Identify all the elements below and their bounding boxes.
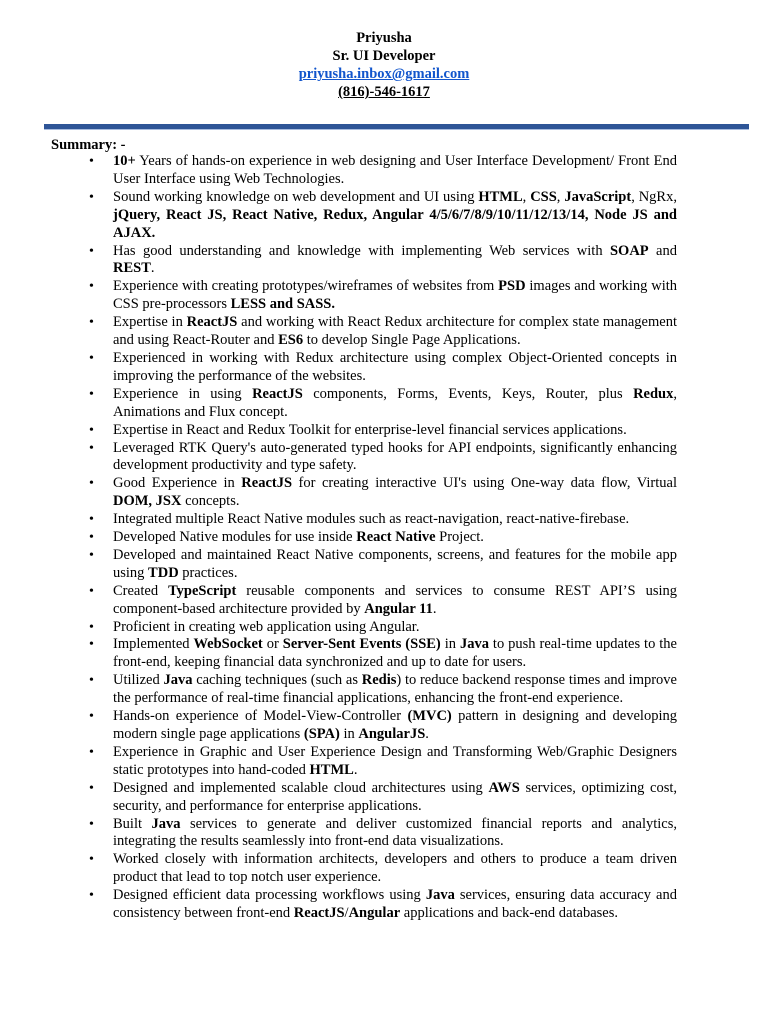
job-title: Sr. UI Developer [332, 48, 436, 64]
bold-term: DOM, JSX [113, 493, 182, 510]
text-run: Proficient in creating web application using Angular. [113, 618, 420, 635]
text-run: Leveraged RTK Query's auto-generated typed hooks for API endpoints, significantly enhancing development productivity and type safety. [113, 439, 677, 474]
bold-term: AWS [488, 779, 520, 796]
text-run: . [432, 600, 437, 617]
bold-term: (SPA) [303, 726, 340, 742]
phone-number: (816)-546-1617 [338, 84, 430, 100]
bold-term: Server-Sent Events (SSE) [282, 636, 441, 653]
summary-item [113, 386, 677, 422]
text-run: to develop Single Page Applications. [303, 332, 521, 349]
text-run: , [556, 188, 565, 205]
text-run: applications and back-end databases. [400, 905, 618, 922]
summary-item [113, 422, 677, 440]
text-run: Experience with creating prototypes/wireframes of websites from [113, 278, 499, 295]
bold-term: REST [113, 260, 151, 277]
text-run: , NgRx, [631, 188, 677, 205]
text-run: in [440, 636, 460, 653]
bold-term: PSD [498, 278, 526, 295]
summary-item [113, 511, 677, 529]
summary-item [113, 547, 677, 583]
bold-term: SOAP [609, 242, 649, 259]
summary-item [113, 278, 677, 314]
bold-term: Angular 11 [364, 600, 433, 617]
text-run: Integrated multiple React Native modules such as react-navigation, react-native-firebase. [113, 511, 630, 528]
summary-item [113, 816, 677, 852]
text-run: . [353, 761, 358, 778]
bold-term: ReactJS [252, 385, 303, 402]
summary-item [113, 887, 677, 923]
text-run: for creating interactive UI's using One-way data flow, Virtual [292, 475, 677, 492]
text-run: Sound working knowledge on web development and UI using [113, 188, 479, 205]
text-run: pattern in designing and developing modern single page applications [113, 708, 677, 742]
text-run: Designed and implemented scalable cloud architectures using [113, 779, 489, 796]
text-run: in [339, 726, 359, 742]
text-run: Hands-on experience of Model-View-Controller [113, 708, 408, 725]
text-run: services, optimizing cost, security, and performance for enterprise applications. [113, 779, 677, 814]
text-run: Years of hands-on experience in web designing and User Interface Development/ Front End User Interface using Web Technologies. [113, 153, 677, 187]
bold-term: WebSocket [193, 636, 263, 653]
bold-term: Java [163, 672, 193, 689]
text-run: Project. [435, 529, 484, 546]
bold-term: JavaScript [564, 188, 632, 205]
summary-item [113, 780, 677, 816]
bold-term: (MVC) [407, 708, 452, 725]
email-link[interactable]: priyusha.inbox@gmail.com [298, 66, 470, 82]
text-run: components, Forms, Events, Keys, Router, plus [302, 385, 634, 402]
bold-term: ReactJS [293, 905, 345, 922]
bold-term: Redis [361, 672, 397, 689]
summary-item [113, 672, 677, 708]
text-run: caching techniques (such as [192, 672, 362, 689]
text-run: Utilized [113, 672, 164, 689]
text-run: . [425, 726, 429, 742]
text-run: Built [113, 815, 152, 832]
bold-term: React Native [356, 529, 436, 546]
text-run: Implemented [113, 636, 194, 653]
bold-term: LESS and SASS. [230, 296, 335, 313]
bold-term: Java [425, 887, 455, 904]
text-run: images and working with CSS pre-processors [113, 278, 677, 313]
text-run: . [150, 260, 155, 277]
summary-item [113, 529, 677, 547]
text-run: , Animations and Flux concept. [113, 385, 677, 420]
bold-term: TypeScript [168, 582, 237, 599]
summary-item [113, 350, 677, 386]
text-run: Has good understanding and knowledge with implementing Web services with [113, 242, 610, 259]
bold-term: AngularJS [358, 726, 426, 742]
text-run: services, ensuring data accuracy and consistency between front-end [113, 887, 677, 922]
text-run: ) to reduce backend response times and improve the performance of real-time financial applications, enhancing the front-end experience. [113, 672, 677, 707]
text-run: Good Experience in [113, 475, 242, 492]
bold-term: ES6 [278, 332, 304, 349]
section-divider [44, 124, 749, 130]
text-run: concepts. [181, 493, 240, 510]
summary-item [113, 583, 677, 619]
text-run: Experienced in working with Redux architecture using complex Object-Oriented concepts in improving the performance of the websites. [113, 349, 677, 384]
summary-item [113, 619, 677, 637]
summary-item [113, 744, 677, 780]
bold-term: TDD [148, 564, 179, 581]
text-run: services to generate and deliver customized financial reports and analytics, integrating the results seamlessly into front-end data visualizations. [113, 815, 677, 850]
summary-item [113, 243, 677, 279]
bold-term: jQuery, React JS, React Native, Redux, Angular 4/5/6/7/8/9/10/11/12/13/14, Node JS and AJAX. [113, 206, 677, 241]
text-run: Developed and maintained React Native components, screens, and features for the mobile app using [113, 546, 677, 581]
bold-term: Angular [348, 905, 401, 922]
bold-term: Redux [633, 385, 674, 402]
summary-heading: Summary: - [51, 137, 126, 153]
bold-term: ReactJS [241, 475, 293, 492]
text-run: to push real-time updates to the front-end, keeping financial data synchronized and up to date for users. [113, 636, 677, 671]
summary-item [113, 440, 677, 476]
text-run: Designed efficient data processing workflows using [113, 887, 426, 904]
bold-term: CSS [530, 188, 557, 205]
text-run: , [522, 188, 531, 205]
text-run: or [262, 636, 283, 653]
text-run: / [344, 905, 349, 922]
summary-item [113, 314, 677, 350]
summary-item [113, 708, 677, 744]
text-run: Created [113, 582, 169, 599]
summary-item [113, 851, 677, 887]
summary-item [113, 153, 677, 189]
bold-term: HTML [309, 761, 354, 778]
text-run: reusable components and services to consume REST API’S using component-based architecture provided by [113, 582, 678, 617]
resume-header [0, 29, 768, 101]
text-run: Developed Native modules for use inside [113, 529, 357, 546]
bold-term: ReactJS [186, 314, 238, 331]
summary-item [113, 189, 677, 243]
bold-term: HTML [478, 188, 523, 205]
bold-term: Java [459, 636, 489, 653]
summary-item [113, 475, 677, 511]
text-run: and [648, 242, 677, 259]
text-run: Experience in Graphic and User Experience Design and Transforming Web/Graphic Designers static prototypes into hand-coded [113, 743, 677, 778]
text-run: Worked closely with information architects, developers and others to produce a team driven product that lead to top notch user experience. [113, 851, 677, 886]
text-run: and working with React Redux architecture for complex state management and using React-Router and [113, 314, 677, 349]
candidate-name: Priyusha [356, 30, 412, 46]
text-run: Expertise in React and Redux Toolkit for enterprise-level financial services applications. [113, 421, 627, 438]
text-run: Expertise in [113, 314, 187, 331]
bold-term: 10+ [113, 153, 136, 169]
bold-term: Java [151, 815, 181, 832]
summary-item [113, 636, 677, 672]
summary-list [113, 153, 677, 923]
text-run: Experience in using [113, 385, 253, 402]
text-run: practices. [178, 564, 238, 581]
